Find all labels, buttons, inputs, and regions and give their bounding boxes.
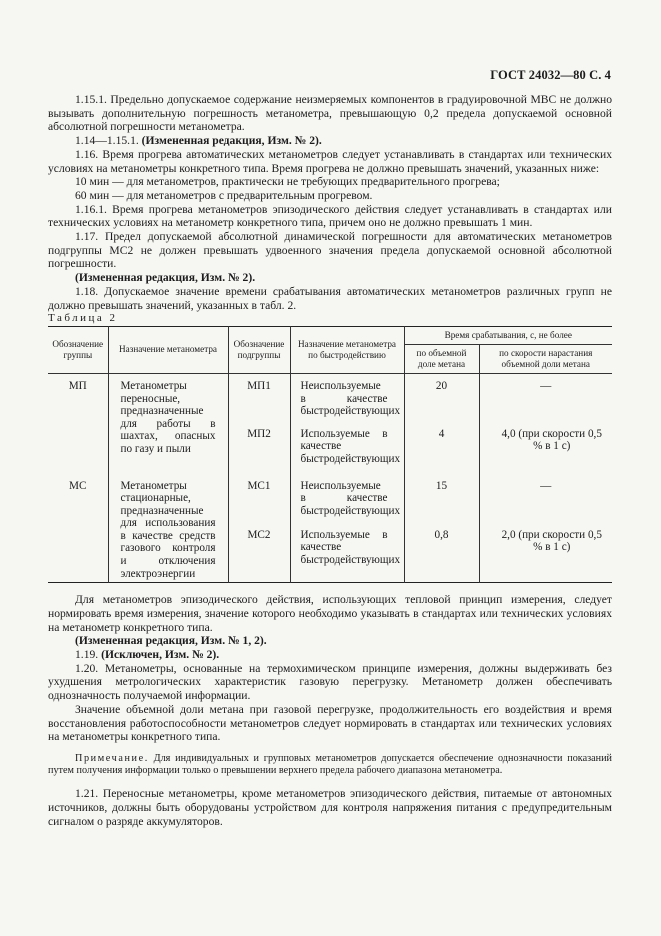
header-speed: Назначение метанометра по быстродействию — [290, 326, 404, 373]
header-group: Обозначение группы — [48, 326, 108, 373]
time-by-fraction: 0,8 — [404, 521, 479, 583]
subgroup-code: МП2 — [228, 420, 290, 468]
time-by-rate: 2,0 (при скорости 0,5 % в 1 с) — [479, 521, 612, 583]
paragraph: 1.17. Предел допускаемой абсолютной динамической погрешности для автоматических метанометров подгруппы МС2 не должен превышать удвоенного значения предела допускаемой основной абсолютной погрешности. — [48, 230, 612, 271]
header-response-time: Время срабатывания, с, не более — [404, 326, 612, 344]
time-by-rate: — — [479, 468, 612, 521]
paragraph: 1.18. Допускаемое значение времени срабатывания автоматических метанометров различных групп не должно превышать значений, указанных в табл. 2. — [48, 284, 612, 312]
time-by-rate: — — [479, 373, 612, 419]
subgroup-code: МС1 — [228, 468, 290, 521]
note-label: Примечание. — [75, 753, 149, 764]
subgroup-code: МС2 — [228, 521, 290, 583]
group-purpose: Метанометры стационарные, предназначенные для использования в качестве средств газового контроля и отключения электроэнергии — [108, 468, 228, 583]
paragraph: 1.15.1. Предельно допускаемое содержание неизмеряемых компонентов в градуировочной МВС не должно вызывать дополнительную погрешность метанометра, превышающую 0,2 предела допускаемой основной абсолютной погрешности метанометра. — [48, 93, 612, 134]
header-by-fraction: по объемной доле метана — [404, 344, 479, 373]
table-caption: Таблица 2 — [48, 312, 118, 325]
amendment-note: (Измененная редакция, Изм. № 2). — [75, 271, 256, 285]
time-by-fraction: 4 — [404, 420, 479, 468]
amendment-note: (Измененная редакция, Изм. № 2). — [141, 134, 322, 148]
speed-purpose: Неиспользуемые в качестве быстродействующих — [290, 468, 404, 521]
time-by-rate: 4,0 (при скорости 0,5 % в 1 с) — [479, 420, 612, 468]
speed-purpose: Используемые в качестве быстродействующих — [290, 420, 404, 468]
note — [48, 753, 612, 777]
clause-number: 1.19. — [75, 648, 99, 662]
time-by-fraction: 20 — [404, 373, 479, 419]
paragraph — [48, 648, 612, 662]
subgroup-code: МП1 — [228, 373, 290, 419]
header-by-rate: по скорости нарастания объемной доли метана — [479, 344, 612, 373]
group-code: МП — [48, 373, 108, 467]
page-header: ГОСТ 24032—80 С. 4 — [490, 68, 611, 82]
paragraph: 1.16. Время прогрева автоматических метанометров следует устанавливать в стандартах или технических условиях на метанометры конкретного типа. Время прогрева не должно превышать значений, указанных ниже: — [48, 147, 612, 175]
paragraph: Значение объемной доли метана при газовой перегрузке, продолжительность его воздействия и время восстановления работоспособности метанометров следует нормировать в стандартах или технических условиях на метанометры конкретного типа. — [48, 702, 612, 744]
table-row — [48, 468, 612, 521]
group-code: МС — [48, 468, 108, 583]
group-purpose: Метанометры переносные, предназначенные для работы в шахтах, опасных по газу и пыли — [108, 373, 228, 467]
response-time-table — [48, 326, 612, 583]
table-row — [48, 373, 612, 419]
time-by-fraction: 15 — [404, 468, 479, 521]
speed-purpose: Используемые в качестве быстродействующих — [290, 521, 404, 583]
header-subgroup: Обозначение подгруппы — [228, 326, 290, 373]
amendment-note: (Измененная редакция, Изм. № 1, 2). — [75, 634, 267, 648]
note-text: Для индивидуальных и групповых метанометров допускается обеспечение однозначности показаний путем получения информации только о превышении верхнего предела рабочего диапазона метанометра. — [48, 753, 613, 777]
body-text — [48, 93, 612, 829]
amendment-note: (Исключен, Изм. № 2). — [101, 648, 220, 662]
clause-number: 1.14—1.15.1. — [75, 134, 139, 148]
paragraph: 1.20. Метанометры, основанные на термохимическом принципе измерения, должны выдерживать без ухудшения метрологических характеристик газовую перегрузку. Метанометр должен обеспечивать однозначность получаемой информации. — [48, 661, 612, 703]
paragraph — [48, 134, 612, 148]
paragraph: Для метанометров эпизодического действия, использующих тепловой принцип измерения, следует нормировать время измерения, значение которого необходимо указывать в стандартах или технических условиях на метанометр конкретного типа. — [48, 593, 612, 634]
header-purpose: Назначение метанометра — [108, 326, 228, 373]
speed-purpose: Неиспользуемые в качестве быстродействующих — [290, 373, 404, 419]
paragraph: 1.21. Переносные метанометры, кроме метанометров эпизодического действия, питаемые от автономных источников, должны быть оборудованы устройством для контроля напряжения питания с предупредительным сигналом о разряде аккумуляторов. — [48, 787, 612, 828]
paragraph: 1.16.1. Время прогрева метанометров эпизодического действия следует устанавливать в стандартах или технических условиях на метанометр конкретного типа, причем оно не должно превышать 1 мин. — [48, 202, 612, 230]
paragraph: 60 мин — для метанометров с предварительным прогревом. — [75, 188, 373, 202]
paragraph: 10 мин — для метанометров, практически не требующих предварительного прогрева; — [75, 175, 500, 189]
